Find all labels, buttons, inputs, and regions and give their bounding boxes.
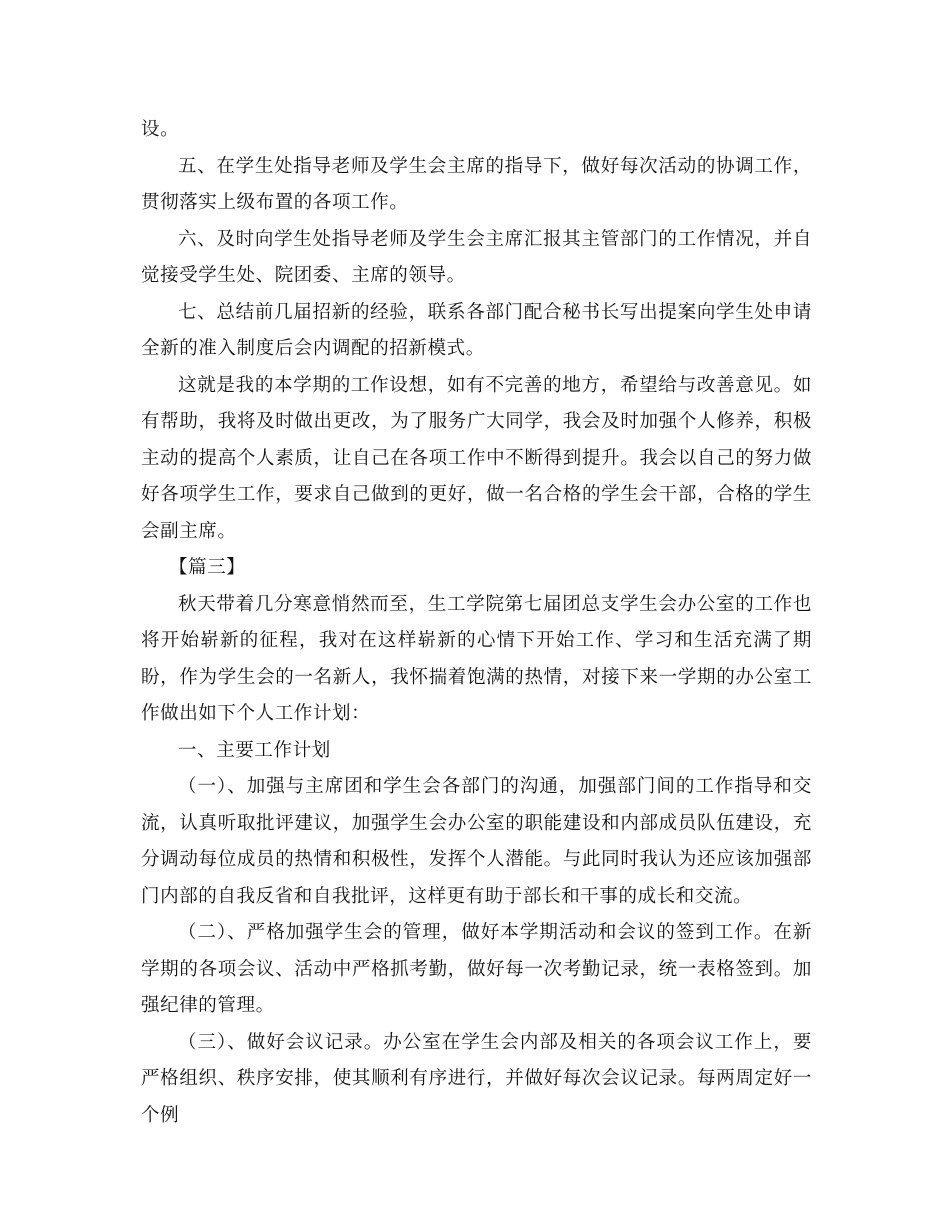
paragraph-continuation: 设。: [141, 119, 180, 140]
section-heading: 【篇三】: [169, 557, 246, 578]
paragraph-summary: 这就是我的本学期的工作设想，如有不完善的地方，希望给与改善意见。如有帮助，我将及时做出更改，为了服务广大同学，我会及时加强个人修养，积极主动的提高个人素质，让自己在各项工作中不断得到提升。我会以自己的努力做好各项学生工作，要求自己做到的更好，做一名合格的学生会干部，合格的学生会副主席。: [141, 374, 812, 542]
paragraph-item-five: 五、在学生处指导老师及学生会主席的指导下，做好每次活动的协调工作，贯彻落实上级布置的各项工作。: [141, 155, 812, 213]
paragraph-plan-two: （二）、严格加强学生会的管理，做好本学期活动和会议的签到工作。在新学期的各项会议、活动中严格抓考勤，做好每一次考勤记录，统一表格签到。加强纪律的管理。: [141, 922, 812, 1016]
paragraph-item-seven: 七、总结前几届招新的经验，联系各部门配合秘书长写出提案向学生处申请全新的准入制度后会内调配的招新模式。: [141, 301, 812, 359]
paragraph-plan-three: （三）、做好会议记录。办公室在学生会内部及相关的各项会议工作上，要严格组织、秩序安排，使其顺利有序进行，并做好每次会议记录。每两周定好一个例: [141, 1031, 812, 1126]
paragraph-plan-one: （一）、加强与主席团和学生会各部门的沟通，加强部门间的工作指导和交流，认真听取批评建议，加强学生会办公室的职能建设和内部成员队伍建设，充分调动每位成员的热情和积极性，发挥个人潜能。与此同时我认为还应该加强部门内部的自我反省和自我批评，这样更有助于部长和干事的成长和交流。: [141, 776, 812, 907]
paragraph-item-six: 六、及时向学生处指导老师及学生会主席汇报其主管部门的工作情况，并自觉接受学生处、院团委、主席的领导。: [141, 228, 812, 286]
paragraph-intro: 秋天带着几分寒意悄然而至，生工学院第七届团总支学生会办公室的工作也将开始崭新的征程，我对在这样崭新的心情下开始工作、学习和生活充满了期盼，作为学生会的一名新人，我怀揣着饱满的热情，对接下来一学期的办公室工作做出如下个人工作计划：: [141, 593, 812, 724]
subheading-main-plan: 一、主要工作计划: [178, 739, 331, 761]
